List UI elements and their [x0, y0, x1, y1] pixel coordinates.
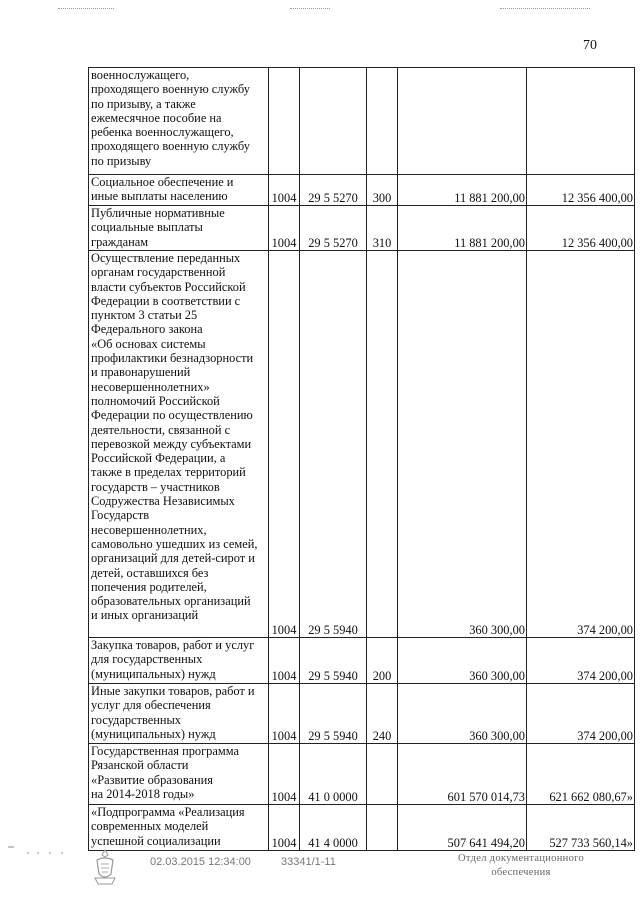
row-name: Государственная программа Рязанской области «Развитие образования на 2014-2018 годы»	[89, 744, 269, 805]
margin-marks	[8, 845, 68, 857]
footer-stamp-line1: Отдел документационного	[457, 853, 585, 864]
row-type: 200	[367, 638, 398, 684]
row-section	[269, 68, 300, 175]
page-number: 70	[583, 38, 597, 53]
row-type	[367, 68, 398, 175]
row-section: 1004	[269, 684, 300, 744]
row-article: 29 5 5940	[300, 251, 367, 638]
row-sum-2016: 374 200,00	[527, 684, 635, 744]
row-sum-2015: 360 300,00	[398, 638, 527, 684]
row-name: «Подпрограмма «Реализация современных моделей успешной социализации	[89, 805, 269, 851]
table-row	[89, 68, 635, 175]
table-row	[89, 684, 635, 744]
row-type	[367, 744, 398, 805]
row-sum-2016: 12 356 400,00	[527, 175, 635, 206]
row-name: Иные закупки товаров, работ и услуг для обеспечения государственных (муниципальных) нужд	[89, 684, 269, 744]
row-sum-2015: 11 881 200,00	[398, 206, 527, 251]
row-article	[300, 68, 367, 175]
row-sum-2016: 12 356 400,00	[527, 206, 635, 251]
scan-artifact-top-right	[500, 8, 590, 10]
row-sum-2015: 507 641 494,20	[398, 805, 527, 851]
row-sum-2016: 374 200,00	[527, 251, 635, 638]
scan-artifact-top-mid	[290, 8, 330, 10]
footer-timestamp: 02.03.2015 12:34:00	[150, 856, 251, 868]
footer-stamp-line2: обеспечения	[491, 867, 551, 878]
row-article: 29 5 5270	[300, 206, 367, 251]
row-section: 1004	[269, 175, 300, 206]
row-section: 1004	[269, 251, 300, 638]
footer-stamp	[446, 852, 596, 880]
budget-table	[88, 67, 635, 851]
footer-doc-id: 33341/1-11	[281, 856, 336, 868]
row-name: Осуществление переданных органам государственной власти субъектов Российской Федерации в соответствии с пунктом 3 статьи 25 Федерального закона «Об основах системы профилактики безнадзорности и правонарушений несовершеннолетних» полномочий Российской Федерации по осуществлению деятельности, связанной с перевозкой между субъектами Российской Федерации, а также в пределах территорий государств – участников Содружества Независимых Государств несовершеннолетних, самовольно ушедших из семей, организаций для детей-сирот и детей, оставшихся без попечения родителей, образовательных организаций и иных организаций	[89, 251, 269, 638]
row-sum-2015: 601 570 014,73	[398, 744, 527, 805]
row-type: 310	[367, 206, 398, 251]
row-sum-2015: 11 881 200,00	[398, 175, 527, 206]
row-section: 1004	[269, 744, 300, 805]
row-name: Закупка товаров, работ и услуг для государственных (муниципальных) нужд	[89, 638, 269, 684]
row-section: 1004	[269, 805, 300, 851]
table-row	[89, 744, 635, 805]
row-section: 1004	[269, 206, 300, 251]
row-name: военнослужащего, проходящего военную службу по призыву, а также ежемесячное пособие на ребенка военнослужащего, проходящего военную службу по призыву	[89, 68, 269, 175]
row-sum-2015: 360 300,00	[398, 251, 527, 638]
row-article: 29 5 5940	[300, 638, 367, 684]
row-article: 29 5 5270	[300, 175, 367, 206]
row-article: 41 0 0000	[300, 744, 367, 805]
row-sum-2015: 360 300,00	[398, 684, 527, 744]
row-type	[367, 251, 398, 638]
emblem-seal-icon	[92, 848, 118, 886]
row-type: 300	[367, 175, 398, 206]
table-row	[89, 251, 635, 638]
row-sum-2016: 527 733 560,14»	[527, 805, 635, 851]
row-sum-2016	[527, 68, 635, 175]
row-article: 41 4 0000	[300, 805, 367, 851]
row-sum-2016: 621 662 080,67»	[527, 744, 635, 805]
row-type	[367, 805, 398, 851]
row-sum-2016: 374 200,00	[527, 638, 635, 684]
row-name: Социальное обеспечение и иные выплаты населению	[89, 175, 269, 206]
row-section: 1004	[269, 638, 300, 684]
row-article: 29 5 5940	[300, 684, 367, 744]
row-sum-2015	[398, 68, 527, 175]
table-row	[89, 638, 635, 684]
row-type: 240	[367, 684, 398, 744]
table-row	[89, 206, 635, 251]
table-row	[89, 175, 635, 206]
scan-artifact-top-left	[58, 8, 114, 10]
table-row	[89, 805, 635, 851]
row-name: Публичные нормативные социальные выплаты гражданам	[89, 206, 269, 251]
